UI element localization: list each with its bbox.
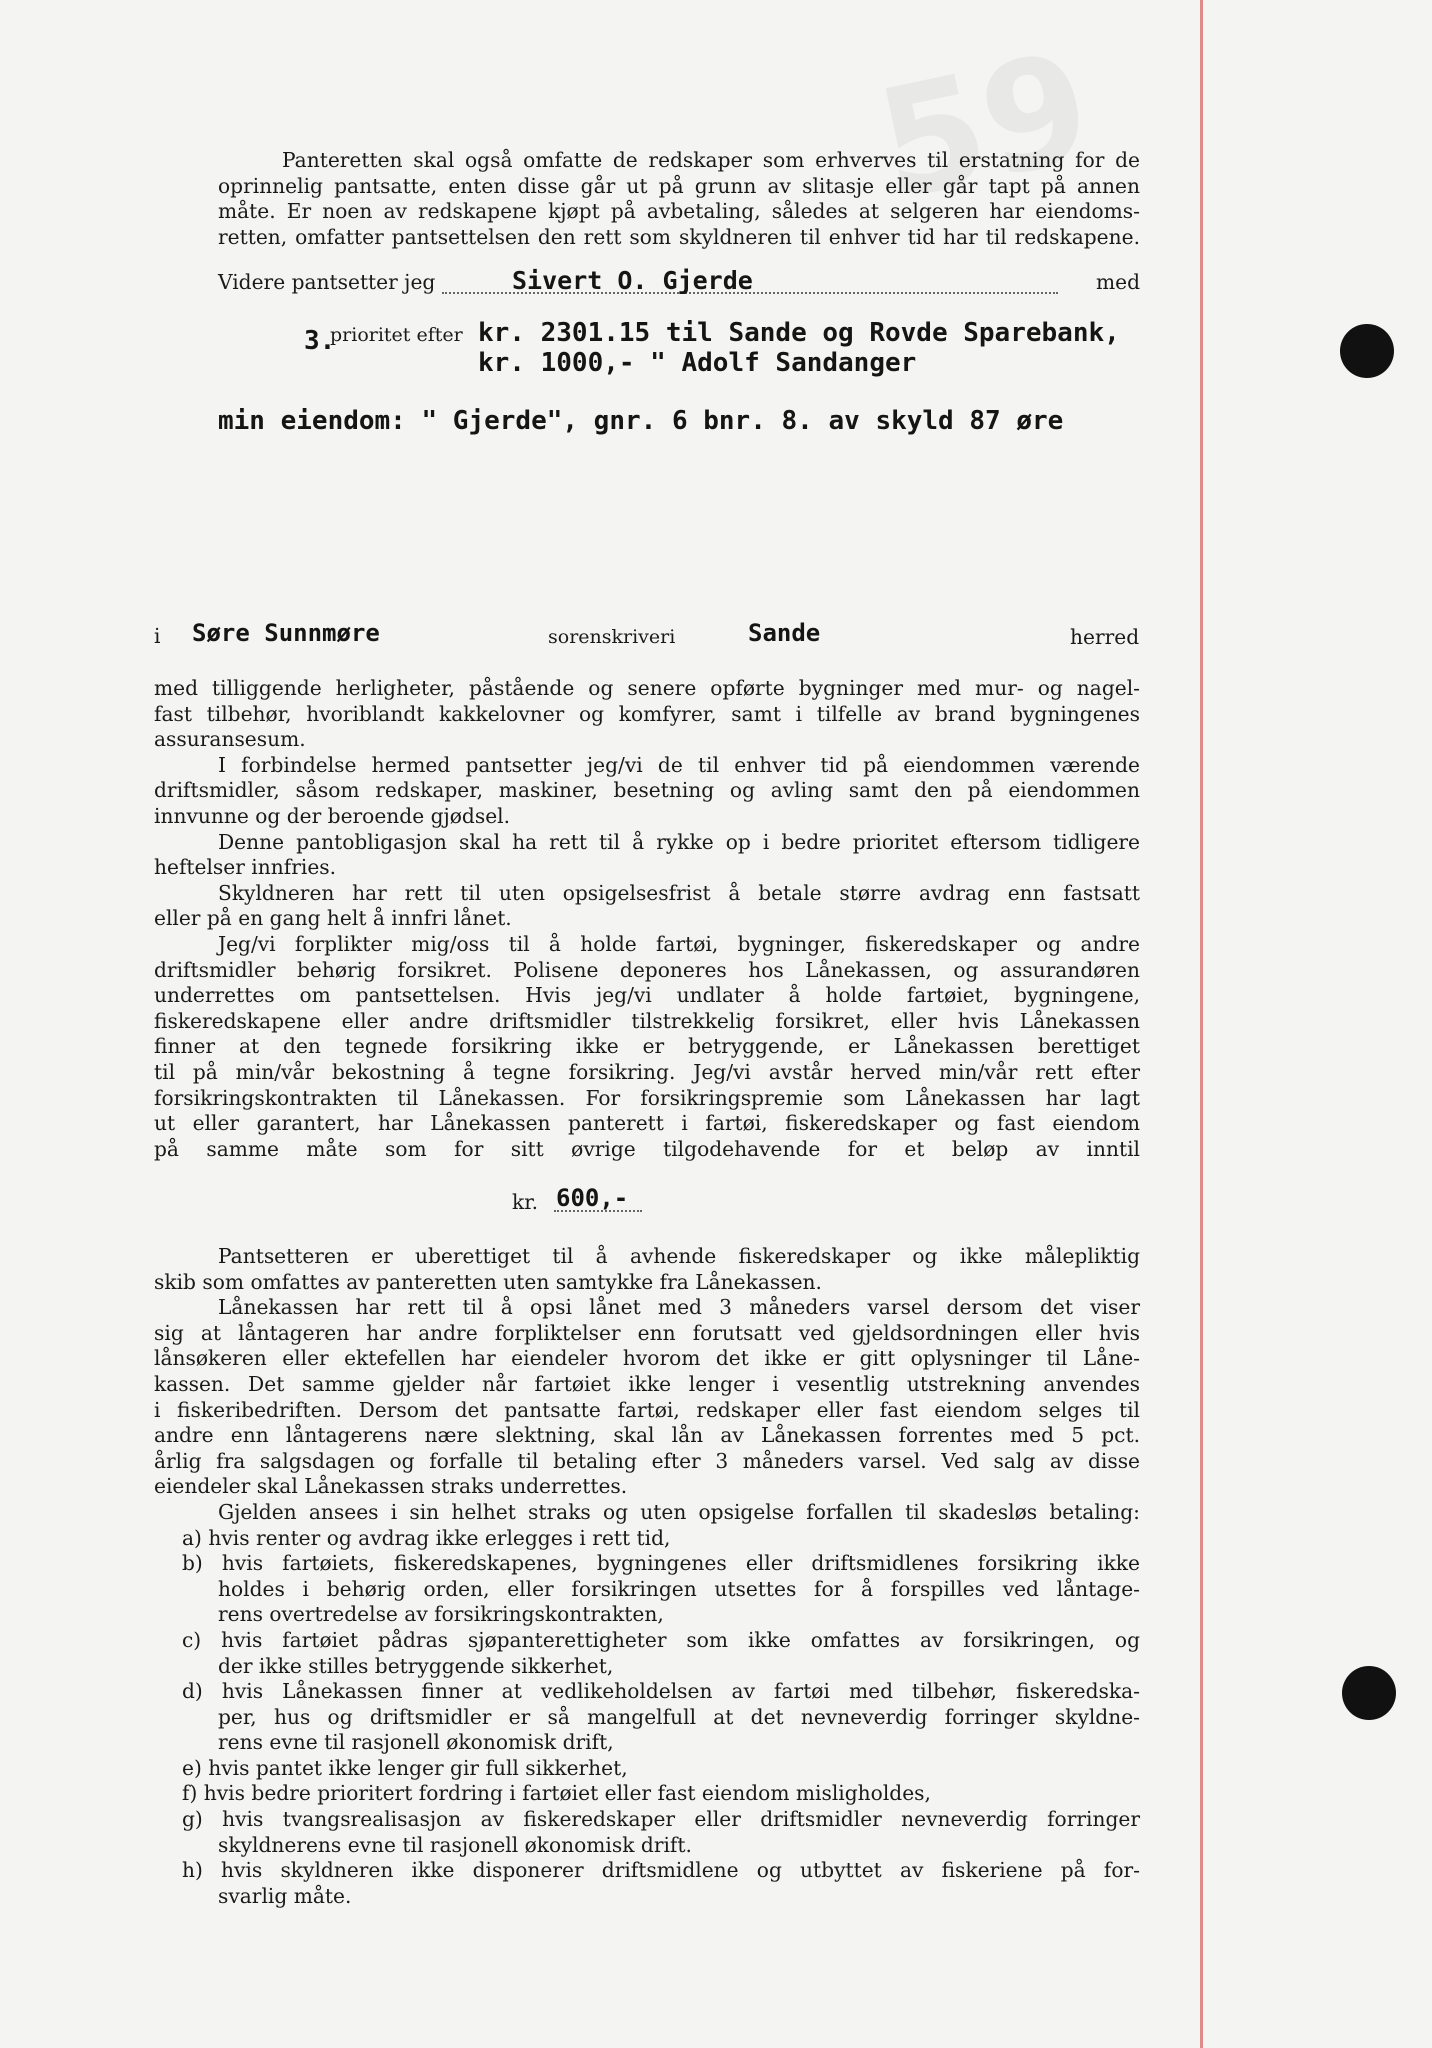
text-line: I forbindelse hermed pantsetter jeg/vi de til enhver tid på eiendommen værende: [218, 752, 1140, 777]
text-line: til på min/vår bekostning å tegne forsikring. Jeg/vi avstår herved min/vår rett efter: [154, 1059, 1140, 1084]
text-line: ut eller garantert, har Lånekassen panterett i fartøi, fiskeredskaper og fast eiendom: [154, 1111, 1140, 1136]
priority-line-1: kr. 2301.15 til Sande og Rovde Sparebank,: [478, 318, 1120, 348]
list-item-a: a) hvis renter og avdrag ikke erlegges i rett tid,: [182, 1525, 671, 1550]
text-line: forsikringskontrakten til Lånekassen. For forsikringspremie som Lånekassen har lagt: [154, 1085, 1140, 1110]
text-line: innvunne og der beroende gjødsel.: [154, 803, 511, 828]
text-line: retten, omfatter pantsettelsen den rett som skyldneren til enhver tid har til redskapene.: [218, 224, 1140, 249]
text-line: kassen. Det samme gjelder når fartøiet ikke lenger i vesentlig utstrekning anvendes: [154, 1371, 1140, 1396]
pledge-suffix: med: [1095, 270, 1140, 294]
court-label: sorenskriveri: [548, 626, 676, 648]
district-name: Søre Sunnmøre: [192, 619, 380, 647]
list-item-d: d) hvis Lånekassen finner at vedlikeholdelsen av fartøi med tilbehør, fiskeredska-: [182, 1679, 1140, 1704]
text-line: eiendeler skal Lånekassen straks underrettes.: [154, 1474, 628, 1499]
text-line: Gjelden ansees i sin helhet straks og uten opsigelse forfallen til skadesløs betaling:: [218, 1499, 1140, 1524]
amount-value: 600,-: [556, 1184, 629, 1212]
text-line: med tilliggende herligheter, påstående og senere opførte bygninger med mur- og nagel-: [154, 676, 1140, 700]
text-line: skib som omfattes av panteretten uten samtykke fra Lånekassen.: [154, 1269, 822, 1294]
priority-label: prioritet efter: [330, 324, 463, 346]
watermark-stamp: 59: [864, 20, 1105, 234]
list-item-d-cont: per, hus og driftsmidler er så mangelfull at det nevneverdig forringer skyldne-: [218, 1704, 1140, 1729]
text-line: andre enn låntagerens nære slektning, skal lån av Lånekassen forrentes med 5 pct.: [154, 1423, 1140, 1448]
text-line: driftsmidler, såsom redskaper, maskiner, besetning og avling samt den på eiendommen: [154, 778, 1140, 803]
text-line: eller på en gang helt å innfri lånet.: [154, 906, 512, 931]
text-line: Denne pantobligasjon skal ha rett til å rykke op i bedre prioritet eftersom tidligere: [218, 829, 1140, 854]
text-line: på samme måte som for sitt øvrige tilgodehavende for et beløp av inntil: [154, 1136, 1140, 1161]
priority-line-2: kr. 1000,- " Adolf Sandanger: [478, 348, 917, 378]
list-item-e: e) hvis pantet ikke lenger gir full sikkerhet,: [182, 1755, 628, 1780]
location-prefix: i: [154, 624, 161, 648]
amount-underline: [554, 1210, 642, 1212]
property-description: min eiendom: " Gjerde", gnr. 6 bnr. 8. av skyld 87 øre: [218, 406, 1064, 436]
list-item-h: h) hvis skyldneren ikke disponerer driftsmidlene og utbyttet av fiskeriene på for-: [182, 1858, 1140, 1883]
priority-number: 3.: [304, 326, 336, 356]
text-line: i fiskeribedriften. Dersom det pantsatte fartøi, redskaper eller fast eiendom selges til: [154, 1397, 1140, 1422]
punch-hole: [1340, 324, 1394, 378]
intro-paragraph: [218, 148, 1140, 250]
list-item-b-cont: holdes i behørig orden, eller forsikringen utsettes for å forspilles ved låntage-: [218, 1576, 1140, 1601]
pledge-prefix: Videre pantsetter jeg: [218, 270, 436, 294]
location-suffix: herred: [1070, 625, 1140, 649]
text-line: Skyldneren har rett til uten opsigelsesfrist å betale større avdrag enn fastsatt: [218, 880, 1140, 905]
text-line: Panteretten skal også omfatte de redskaper som erhverves til erstatning for de: [282, 148, 1140, 172]
punch-hole: [1342, 1666, 1396, 1720]
list-item-c: c) hvis fartøiet pådras sjøpanterettigheter som ikke omfattes av forsikringen, og: [182, 1627, 1140, 1652]
margin-line: [1200, 0, 1203, 2048]
text-line: oprinnelig pantsatte, enten disse går ut på grunn av slitasje eller går tapt på annen: [218, 173, 1140, 198]
text-line: sig at låntageren har andre forpliktelser enn forutsatt ved gjeldsordningen eller hvis: [154, 1320, 1140, 1345]
text-line: fiskeredskapene eller andre driftsmidler tilstrekkelig forsikret, eller hvis Lånekassen: [154, 1008, 1140, 1033]
text-line: assuransesum.: [154, 727, 306, 752]
text-line: finner at den tegnede forsikring ikke er betryggende, er Lånekassen berettiget: [154, 1034, 1140, 1059]
list-item-h-cont: svarlig måte.: [218, 1883, 352, 1908]
text-line: Jeg/vi forplikter mig/oss til å holde fartøi, bygninger, fiskeredskaper og andre: [218, 931, 1140, 956]
list-item-d-cont: rens evne til rasjonell økonomisk drift,: [218, 1730, 614, 1755]
text-line: årlig fra salgsdagen og forfalle til betaling efter 3 måneders varsel. Ved salg av disse: [154, 1448, 1140, 1473]
list-item-g-cont: skyldnerens evne til rasjonell økonomisk drift.: [218, 1832, 692, 1857]
terms-paragraphs: [154, 1244, 1140, 1909]
list-item-g: g) hvis tvangsrealisasjon av fiskeredskaper eller driftsmidler nevneverdig forringer: [182, 1807, 1140, 1832]
municipality-name: Sande: [748, 619, 821, 647]
pledgor-name: Sivert O. Gjerde: [512, 266, 753, 295]
list-item-f: f) hvis bedre prioritert fordring i fartøiet eller fast eiendom misligholdes,: [182, 1781, 931, 1806]
text-line: Pantsetteren er uberettiget til å avhende fiskeredskaper og ikke målepliktig: [218, 1244, 1140, 1268]
text-line: Lånekassen har rett til å opsi lånet med 3 måneders varsel dersom det viser: [218, 1295, 1140, 1320]
list-item-b-cont: rens overtredelse av forsikringskontrakten,: [218, 1602, 664, 1627]
text-line: måte. Er noen av redskapene kjøpt på avbetaling, således at selgeren har eiendoms-: [218, 199, 1140, 224]
text-line: heftelser innfries.: [154, 855, 337, 880]
amount-prefix: kr.: [512, 1190, 539, 1214]
text-line: underrettes om pantsettelsen. Hvis jeg/vi undlater å holde fartøiet, bygningene,: [154, 983, 1140, 1008]
body-paragraphs: [154, 676, 1140, 1162]
text-line: fast tilbehør, hvoriblandt kakkelovner og komfyrer, samt i tilfelle av brand bygningenes: [154, 701, 1140, 726]
text-line: lånsøkeren eller ektefellen har eiendeler hvorom det ikke er gitt oplysninger til Låne-: [154, 1346, 1140, 1371]
list-item-b: b) hvis fartøiets, fiskeredskapenes, bygningenes eller driftsmidlenes forsikring ikke: [182, 1551, 1140, 1576]
list-item-c-cont: der ikke stilles betryggende sikkerhet,: [218, 1653, 614, 1678]
text-line: driftsmidler behørig forsikret. Polisene deponeres hos Lånekassen, og assurandøren: [154, 957, 1140, 982]
